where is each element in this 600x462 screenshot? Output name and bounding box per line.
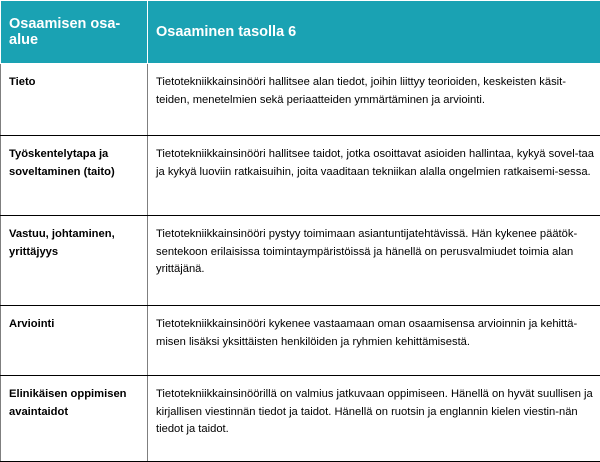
table-row-elinikainen	[1, 376, 600, 462]
header-competence: Osaaminen tasolla 6	[148, 1, 600, 64]
table-row-tieto	[1, 64, 600, 136]
table-header-row	[1, 1, 600, 64]
description-cell: Tietotekniikkainsinööri kykenee vastaamaan oman osaamisensa arvioinnin ja kehittä-misen lisäksi yksittäisten henkilöiden ja ryhmien kehittämisestä.	[148, 306, 600, 376]
header-area: Osaamisen osa-alue	[1, 1, 148, 64]
area-cell: Työskentelytapa ja soveltaminen (taito)	[1, 136, 148, 216]
description-cell: Tietotekniikkainsinöörillä on valmius jatkuvaan oppimiseen. Hänellä on hyvät suullisen ja kirjallisen viestinnän tiedot ja taidot. Hänellä on ruotsin ja englannin kielen viestin-nän tiedot ja taidot.	[148, 376, 600, 462]
table-row-arviointi	[1, 306, 600, 376]
description-cell: Tietotekniikkainsinööri hallitsee taidot, jotka osoittavat asioiden hallintaa, kykyä sovel-taa ja kykyä luoviin ratkaisuihin, joita vaaditaan tekniikan alalla ongelmien ratkaisemi-sessa.	[148, 136, 600, 216]
area-cell: Arviointi	[1, 306, 148, 376]
description-cell: Tietotekniikkainsinööri hallitsee alan tiedot, joihin liittyy teorioiden, keskeisten käsit-teiden, menetelmien sekä periaatteiden ymmärtäminen ja arviointi.	[148, 64, 600, 136]
description-cell: Tietotekniikkainsinööri pystyy toimimaan asiantuntijatehtävissä. Hän kykenee päätök-sentekoon erilaisissa toimintaympäristöissä ja hänellä on perusvalmiudet toimia alan yrittäjänä.	[148, 216, 600, 306]
area-cell: Vastuu, johtaminen, yrittäjyys	[1, 216, 148, 306]
area-cell: Elinikäisen oppimisen avaintaidot	[1, 376, 148, 462]
area-cell: Tieto	[1, 64, 148, 136]
table-row-taito	[1, 136, 600, 216]
table-row-vastuu	[1, 216, 600, 306]
